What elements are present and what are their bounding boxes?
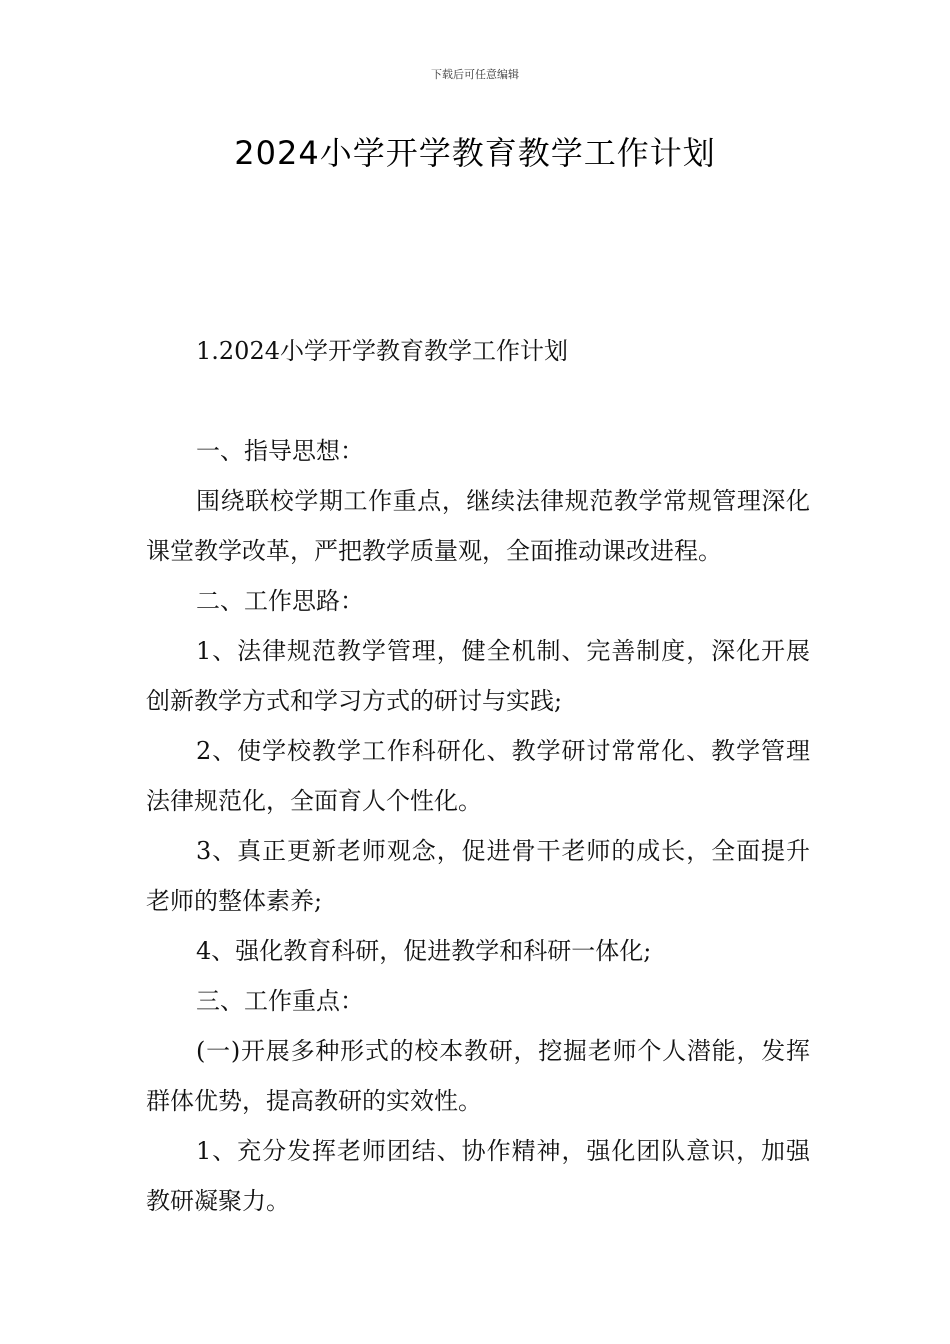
document-body bbox=[146, 326, 810, 1226]
list-item-approach-2: 2、使学校教学工作科研化、教学研讨常常化、教学管理法律规范化，全面育人个性化。 bbox=[146, 737, 810, 815]
list-item-approach-3: 3、真正更新老师观念，促进骨干老师的成长，全面提升老师的整体素养; bbox=[146, 837, 810, 915]
subheading-school-research: (一)开展多种形式的校本教研，挖掘老师个人潜能，发挥群体优势，提高教研的实效性。 bbox=[146, 1037, 810, 1115]
heading-guiding-thought: 一、指导思想： bbox=[196, 437, 364, 465]
heading-work-focus: 三、工作重点： bbox=[196, 987, 364, 1015]
list-item-approach-1: 1、法律规范教学管理，健全机制、完善制度，深化开展创新教学方式和学习方式的研讨与实践; bbox=[146, 637, 810, 715]
paragraph-guiding-thought: 围绕联校学期工作重点，继续法律规范教学常规管理深化课堂教学改革，严把教学质量观，全面推动课改进程。 bbox=[146, 487, 810, 565]
header-note: 下载后可任意编辑 bbox=[431, 68, 519, 81]
section-title: 1.2024小学开学教育教学工作计划 bbox=[196, 337, 568, 365]
list-item-focus-1: 1、充分发挥老师团结、协作精神，强化团队意识，加强教研凝聚力。 bbox=[146, 1137, 810, 1215]
list-item-approach-4: 4、强化教育科研，促进教学和科研一体化; bbox=[196, 937, 652, 965]
heading-work-approach: 二、工作思路： bbox=[196, 587, 364, 615]
document-title: 2024小学开学教育教学工作计划 bbox=[234, 134, 716, 172]
